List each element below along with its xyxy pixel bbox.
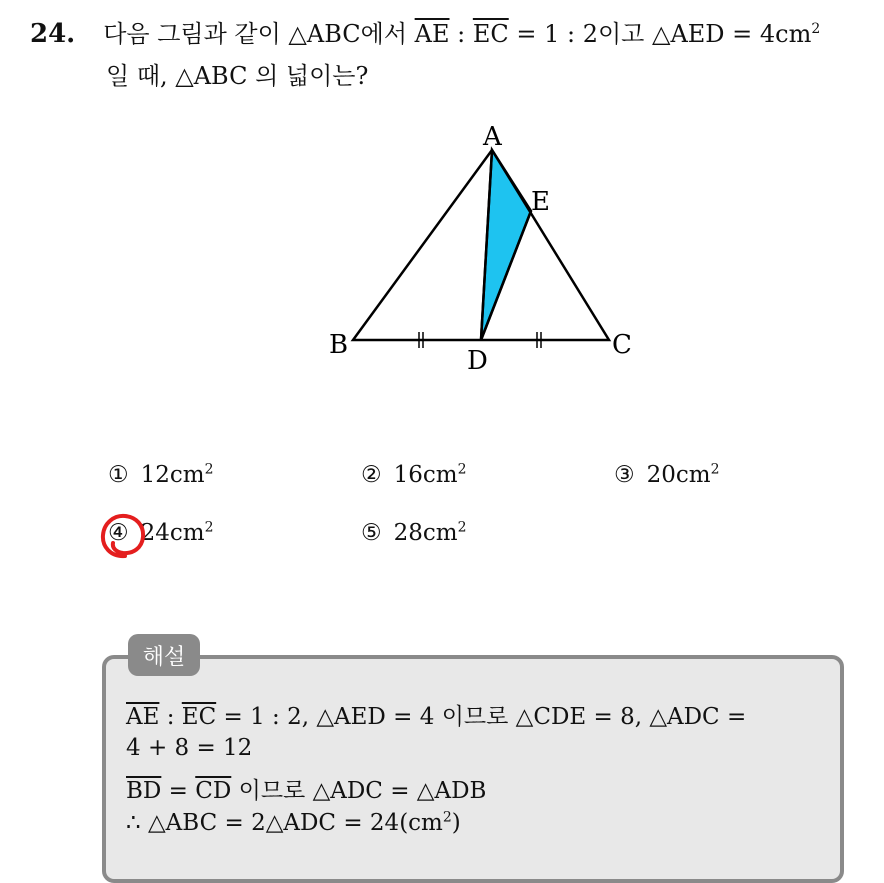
choice-2-value: 16cm — [393, 462, 458, 488]
choice-4-exponent: 2 — [204, 519, 214, 536]
ratio-colon: : — [449, 20, 473, 48]
choice-1[interactable] — [108, 462, 214, 488]
choice-4-number: ④ — [108, 520, 129, 546]
choice-5[interactable] — [361, 520, 467, 546]
choice-4-value: 24cm — [140, 520, 205, 546]
choice-3-value: 20cm — [646, 462, 711, 488]
solution-segment-bd: $\overline{BD}$ — [126, 778, 162, 804]
choice-3-exponent: 2 — [710, 461, 720, 478]
choice-2-number: ② — [361, 462, 382, 488]
solution-line-4 — [126, 810, 461, 836]
choice-2[interactable] — [361, 462, 467, 488]
choice-2-exponent: 2 — [457, 461, 467, 478]
solution-segment-ae: $\overline{AE}$ — [126, 704, 160, 730]
vertex-label-b: B — [329, 330, 349, 360]
segment-ae: $\overline{AE}$ — [414, 20, 450, 48]
vertex-label-d: D — [467, 346, 488, 376]
choice-3-number: ③ — [614, 462, 635, 488]
triangle-figure — [300, 110, 650, 380]
vertex-label-e: E — [531, 187, 550, 217]
solution-line-2: 4 + 8 = 12 — [126, 735, 253, 761]
question-line-2: 일 때, △ABC 의 넓이는? — [106, 62, 369, 90]
choice-5-value: 28cm — [393, 520, 458, 546]
choice-1-exponent: 2 — [204, 461, 214, 478]
answer-circle-mark — [98, 510, 150, 562]
unit-exponent: 2 — [811, 21, 821, 37]
solution-line-3-rest: 이므로 △ADC = △ADB — [231, 778, 487, 804]
question-number: 24. — [30, 19, 76, 49]
solution-box — [102, 655, 844, 883]
shaded-triangle-aed — [481, 150, 531, 340]
solution-exponent: 2 — [442, 809, 452, 826]
segment-ec: $\overline{EC}$ — [472, 20, 509, 48]
choice-3[interactable] — [614, 462, 720, 488]
solution-line-3 — [126, 772, 486, 805]
solution-segment-ec: $\overline{EC}$ — [181, 704, 217, 730]
solution-line-1 — [126, 698, 746, 731]
choice-5-exponent: 2 — [457, 519, 467, 536]
solution-colon: : — [159, 704, 182, 730]
choice-1-number: ① — [108, 462, 129, 488]
question-text-prefix: 다음 그림과 같이 △ABC에서 — [103, 20, 415, 48]
choice-1-value: 12cm — [140, 462, 205, 488]
solution-close-paren: ) — [451, 810, 461, 836]
solution-segment-cd: $\overline{CD}$ — [195, 778, 232, 804]
vertex-label-a: A — [483, 122, 502, 152]
triangle-abc — [353, 150, 609, 340]
question-text-middle: = 1 : 2이고 △AED = 4cm — [508, 20, 812, 48]
question-line-1 — [30, 14, 820, 49]
vertex-label-c: C — [612, 330, 632, 360]
solution-tag: 해설 — [128, 634, 200, 676]
solution-line-1-rest: = 1 : 2, △AED = 4 이므로 △CDE = 8, △ADC = — [216, 704, 747, 730]
solution-conclusion: ∴ △ABC = 2△ADC = 24(cm — [126, 810, 443, 836]
choice-5-number: ⑤ — [361, 520, 382, 546]
solution-equals: = — [161, 778, 196, 804]
